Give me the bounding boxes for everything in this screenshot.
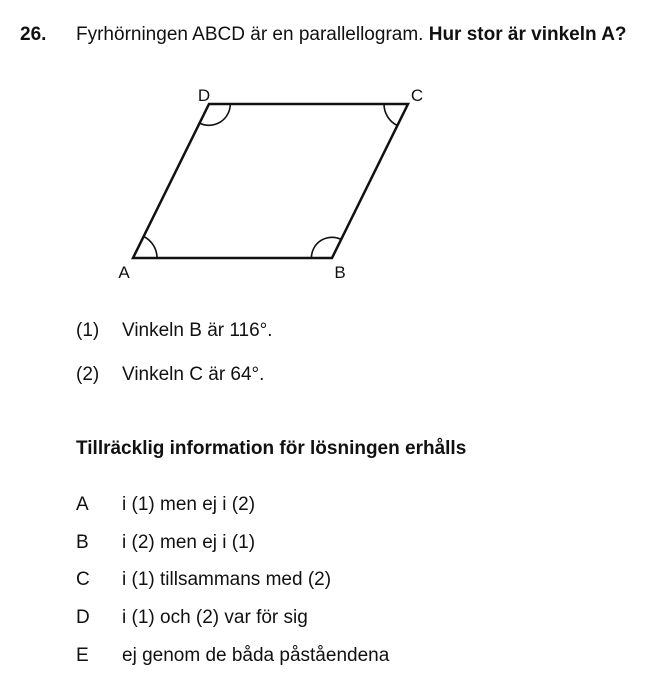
vertex-label-b: B bbox=[334, 263, 346, 282]
parallelogram-shape bbox=[133, 104, 408, 258]
answer-heading: Tillräcklig information för lösningen erhålls bbox=[76, 438, 467, 459]
option-text: i (2) men ej i (1) bbox=[122, 532, 256, 553]
parallelogram-figure bbox=[100, 80, 440, 290]
statement-text: Vinkeln C är 64°. bbox=[122, 364, 265, 385]
option-a[interactable] bbox=[76, 494, 526, 518]
option-text: i (1) och (2) var för sig bbox=[122, 607, 308, 628]
option-text: ej genom de båda påståendena bbox=[122, 645, 390, 666]
vertex-label-c: C bbox=[410, 86, 424, 105]
option-e[interactable] bbox=[76, 645, 526, 669]
statement-text: Vinkeln B är 116°. bbox=[122, 320, 273, 341]
question-text-bold: Hur stor är vinkeln A? bbox=[428, 24, 627, 45]
option-text: i (1) tillsammans med (2) bbox=[122, 569, 332, 590]
option-c[interactable] bbox=[76, 569, 526, 593]
option-b[interactable] bbox=[76, 532, 526, 556]
question-text-plain: Fyrhörningen ABCD är en parallellogram. bbox=[76, 24, 429, 45]
option-letter: E bbox=[76, 645, 89, 666]
vertex-label-a: A bbox=[118, 263, 130, 282]
statement-number: (2) bbox=[76, 364, 100, 385]
option-text: i (1) men ej i (2) bbox=[122, 494, 256, 515]
angle-arc-c bbox=[384, 104, 397, 126]
option-letter: B bbox=[76, 532, 89, 553]
option-letter: A bbox=[76, 494, 89, 515]
option-letter: C bbox=[76, 569, 90, 590]
question-number: 26. bbox=[20, 24, 47, 45]
question-text bbox=[76, 24, 627, 46]
angle-arc-a bbox=[144, 237, 157, 259]
statement-number: (1) bbox=[76, 320, 100, 341]
option-d[interactable] bbox=[76, 607, 526, 631]
option-letter: D bbox=[76, 607, 90, 628]
vertex-label-d: D bbox=[197, 86, 211, 105]
